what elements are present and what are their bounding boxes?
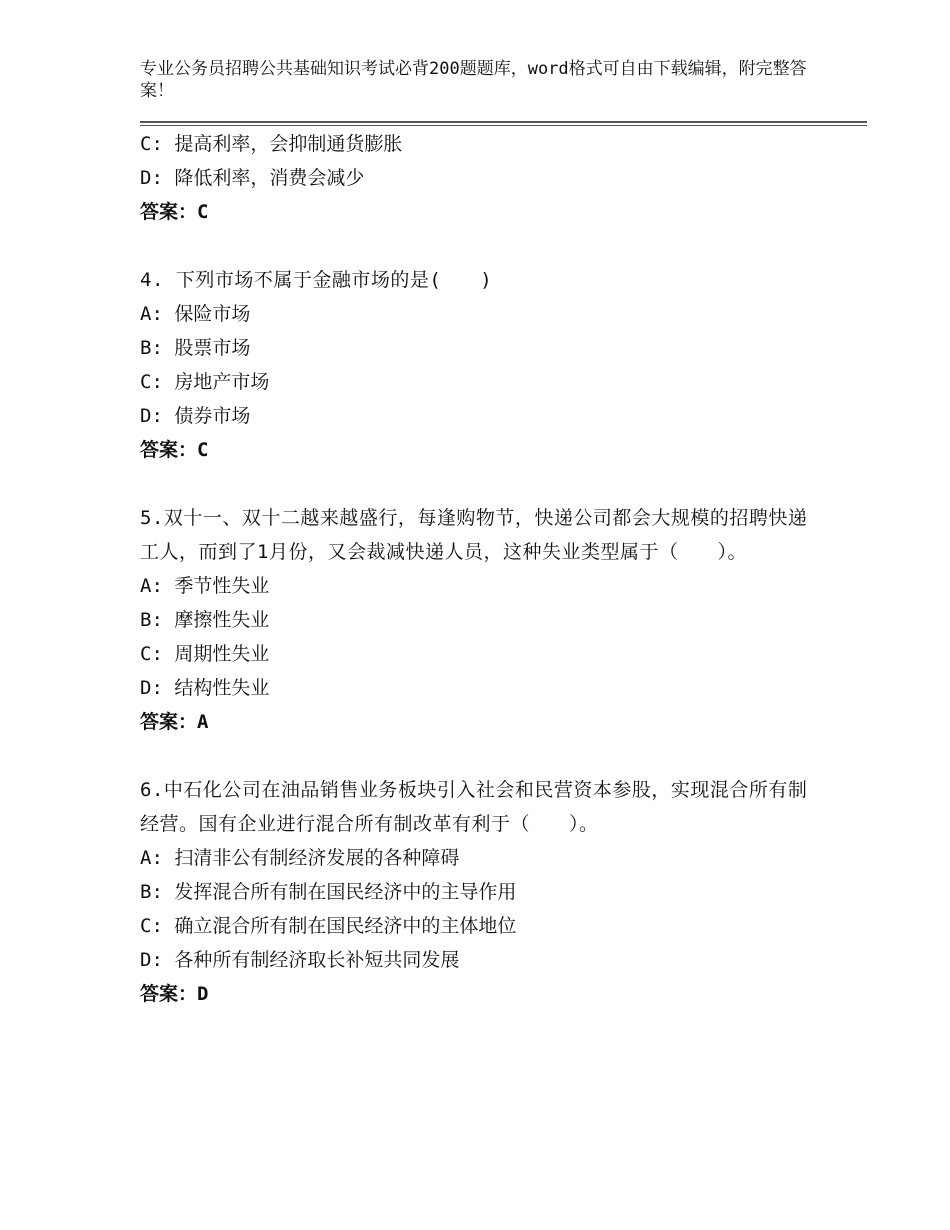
question-text: 4. 下列市场不属于金融市场的是( ) [140,269,493,291]
option-d: D: 各种所有制经济取长补短共同发展 [140,949,460,971]
option-b: B: 摩擦性失业 [140,609,270,631]
option-b: B: 发挥混合所有制在国民经济中的主导作用 [140,881,517,903]
question-5 [140,501,820,739]
header-rule-thin [140,125,867,126]
answer: 答案：A [140,711,209,733]
option-a: A: 季节性失业 [140,575,270,597]
option-a: A: 保险市场 [140,303,251,325]
question-text: 6.中石化公司在油品销售业务板块引入社会和民营资本参股，实现混合所有制经营。国有企业进行混合所有制改革有利于（ ）。 [140,779,808,835]
answer: 答案：D [140,983,209,1005]
document-body [140,127,820,1011]
option-d: D: 债券市场 [140,405,251,427]
question-3-continued [140,127,820,229]
option-c: C: 提高利率，会抑制通货膨胀 [140,133,403,155]
option-a: A: 扫清非公有制经济发展的各种障碍 [140,847,460,869]
question-4 [140,263,820,467]
option-c: C: 周期性失业 [140,643,270,665]
header-text: 专业公务员招聘公共基础知识考试必背200题题库，word格式可自由下载编辑，附完整答案！ [140,59,807,101]
question-text: 5.双十一、双十二越来越盛行，每逢购物节，快递公司都会大规模的招聘快递工人，而到了1月份，又会裁减快递人员，这种失业类型属于（ ）。 [140,507,808,563]
option-d: D: 降低利率，消费会减少 [140,167,365,189]
option-c: C: 确立混合所有制在国民经济中的主体地位 [140,915,517,937]
header-rule-thick [140,121,867,123]
answer: 答案：C [140,201,209,223]
answer: 答案：C [140,439,209,461]
option-d: D: 结构性失业 [140,677,270,699]
option-c: C: 房地产市场 [140,371,270,393]
option-b: B: 股票市场 [140,337,251,359]
question-6 [140,773,820,1011]
page-header [140,58,830,102]
